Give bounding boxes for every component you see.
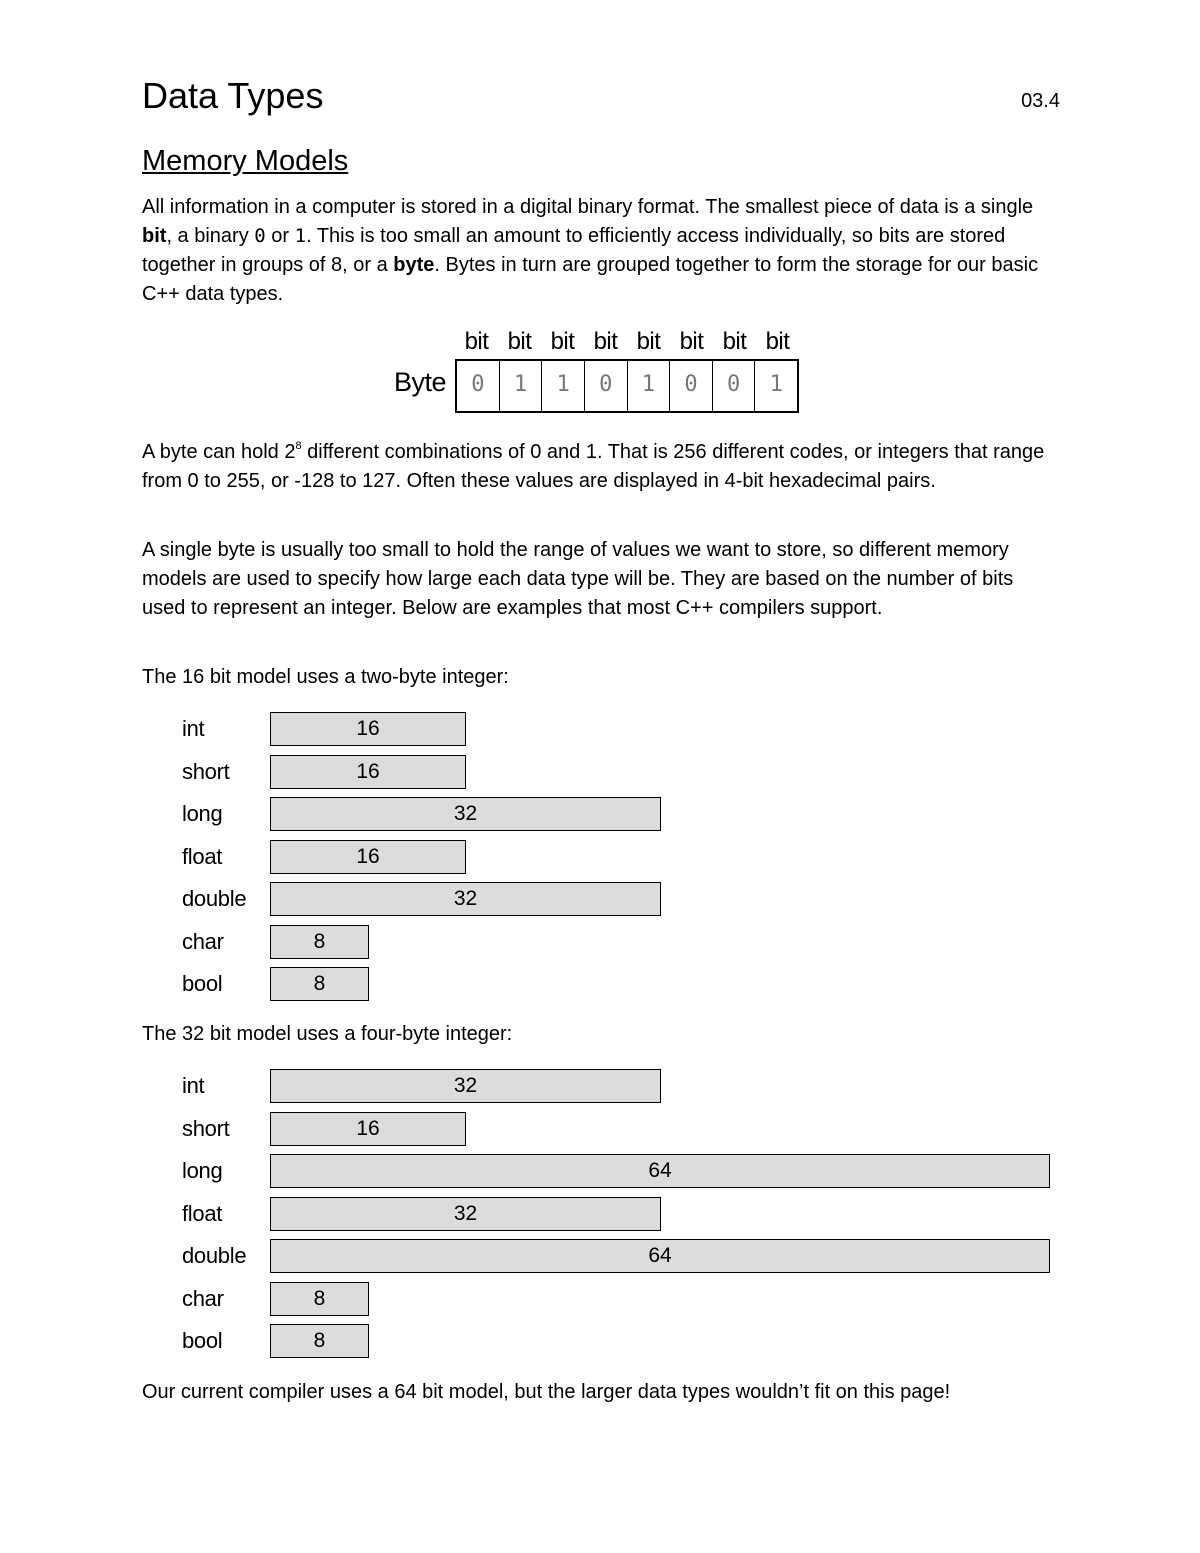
bit-header: bit	[593, 328, 618, 355]
model-row-char	[182, 1282, 942, 1325]
model-32-bit-diagram	[182, 1069, 942, 1367]
paragraph-intro	[142, 193, 1062, 309]
text-run: , a binary	[166, 225, 255, 247]
bit-cell: 1	[628, 361, 671, 411]
bit-header: bit	[679, 328, 704, 355]
size-bar: 32	[270, 1069, 661, 1103]
model-row-double	[182, 882, 942, 925]
bit-header: bit	[464, 328, 489, 355]
model-row-float	[182, 1197, 942, 1240]
size-bar: 32	[270, 797, 661, 831]
model-row-int	[182, 1069, 942, 1112]
page-number: 03.4	[1021, 90, 1060, 112]
term-bit: bit	[142, 225, 167, 247]
binary-one: 1	[294, 225, 307, 247]
model-row-bool	[182, 1324, 942, 1367]
type-label: long	[182, 801, 223, 826]
text-run: . Bytes in turn are grouped together to form the storage for our basic C++ data types.	[142, 254, 1039, 305]
text-run: . This is too small an amount to efficiently access individually, so bits are stored together in groups of 8, or a	[142, 225, 1006, 276]
size-bar: 8	[270, 1324, 369, 1358]
byte-row-label: Byte	[394, 367, 447, 397]
size-bar: 64	[270, 1154, 1050, 1188]
model-row-short	[182, 1112, 942, 1155]
size-bar: 32	[270, 882, 661, 916]
bit-header: bit	[722, 328, 747, 355]
type-label: double	[182, 1243, 247, 1268]
bit-header: bit	[636, 328, 661, 355]
type-label: long	[182, 1158, 223, 1183]
bit-cell: 0	[670, 361, 713, 411]
type-label: int	[182, 716, 205, 741]
bit-header: bit	[765, 328, 790, 355]
size-bar: 64	[270, 1239, 1050, 1273]
caption-16-bit-model: The 16 bit model uses a two-byte integer:	[142, 666, 509, 688]
text-run: All information in a computer is stored in a digital binary format. The smallest piece of data is a single	[142, 196, 1034, 218]
text-run: different combinations of 0 and 1. That is 256 different codes, or integers that range from 0 to 255, or -128 to 127. Often these values are displayed in 4-bit hexadecimal pairs.	[142, 441, 1045, 492]
bit-cell: 0	[585, 361, 628, 411]
model-row-long	[182, 1154, 942, 1197]
binary-zero: 0	[254, 225, 266, 247]
paragraph-memory-models: A single byte is usually too small to hold the range of values we want to store, so different memory models are used to specify how large each data type will be. They are based on the number of bits used to represent an integer. Below are examples that most C++ compilers support.	[142, 539, 1014, 619]
text-run: or	[265, 225, 295, 247]
byte-cells	[455, 359, 799, 413]
paragraph-byte-range	[142, 438, 1062, 496]
size-bar: 8	[270, 967, 369, 1001]
bit-cell: 1	[769, 372, 783, 397]
caption-32-bit-model: The 32 bit model uses a four-byte integer:	[142, 1023, 513, 1045]
type-label: float	[182, 843, 223, 869]
bit-cell: 1	[500, 361, 543, 411]
model-row-char	[182, 925, 942, 968]
model-row-int	[182, 712, 942, 755]
model-row-bool	[182, 967, 942, 1010]
page-title: Data Types	[142, 75, 324, 116]
model-row-long	[182, 797, 942, 840]
exponent: 8	[295, 440, 302, 452]
size-bar: 16	[270, 712, 466, 746]
size-bar: 32	[270, 1197, 661, 1231]
type-label: bool	[182, 1328, 223, 1353]
section-heading: Memory Models	[142, 145, 349, 177]
bit-cell: 1	[542, 361, 585, 411]
model-row-short	[182, 755, 942, 798]
size-bar: 16	[270, 755, 466, 789]
type-label: char	[182, 928, 224, 954]
size-bar: 16	[270, 1112, 466, 1146]
type-label: short	[182, 1115, 230, 1141]
size-bar: 16	[270, 840, 466, 874]
type-label: double	[182, 886, 247, 911]
type-label: char	[182, 1285, 224, 1311]
type-label: float	[182, 1200, 223, 1226]
type-label: int	[182, 1073, 205, 1098]
bit-header-row	[455, 326, 799, 358]
bit-header: bit	[507, 328, 532, 355]
model-row-double	[182, 1239, 942, 1282]
model-row-float	[182, 840, 942, 883]
bit-header: bit	[550, 328, 575, 355]
size-bar: 8	[270, 925, 369, 959]
bit-cell: 0	[713, 361, 756, 411]
bit-cell: 0	[457, 361, 500, 411]
term-byte: byte	[393, 254, 435, 276]
paragraph-conclusion: Our current compiler uses a 64 bit model, but the larger data types wouldn’t fit on this page!	[142, 1381, 951, 1403]
text-run: A byte can hold 2	[142, 441, 296, 463]
type-label: short	[182, 758, 230, 784]
type-label: bool	[182, 971, 223, 996]
model-16-bit-diagram	[182, 712, 942, 1010]
size-bar: 8	[270, 1282, 369, 1316]
